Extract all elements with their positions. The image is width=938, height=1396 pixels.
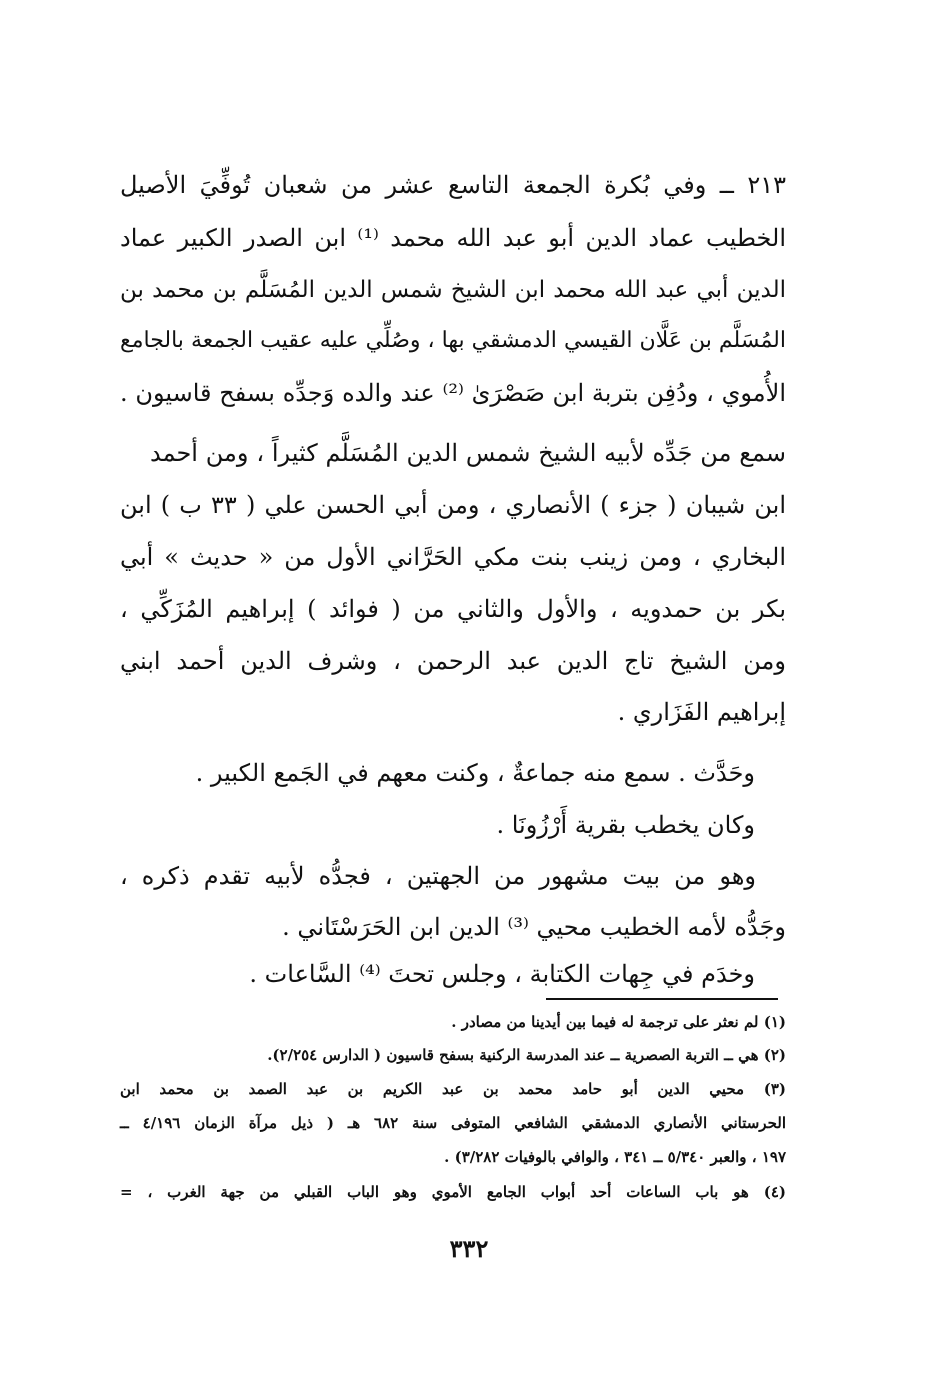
text-line: وكان يخطب بقرية أَرْزُونَا . — [496, 811, 755, 839]
text-line: سمع من جَدِّه لأبيه الشيخ شمس الدين المُسَلَّم كثيراً ، ومن أحمد — [150, 439, 786, 467]
footnote-1: (١) لم نعثر على ترجمة له فيما بين أيدينا من مصادر . — [451, 1013, 786, 1031]
text-line: ومن الشيخ تاج الدين عبد الرحمن ، وشرف الدين أحمد ابني — [120, 647, 786, 675]
footnote-3: (٣) محيي الدين أبو حامد محمد بن عبد الكريم بن عبد الصمد بن محمد ابن — [120, 1080, 786, 1098]
text-line: المُسَلَّم بن عَلَّان القيسي الدمشقي بها ، وصُلِّي عليه عقيب الجمعة بالجامع — [120, 328, 786, 353]
footnote-3-continued: الحرستاني الأنصاري الدمشقي الشافعي المتوفى سنة ٦٨٢ هـ ( ذيل مرآة الزمان ٤/١٩٦ ــ — [120, 1114, 786, 1132]
footnote-separator — [546, 998, 778, 1000]
text-line: ابن شيبان ( جزء ) الأنصاري ، ومن أبي الحسن علي ( ٣٣ ب ) ابن — [120, 491, 786, 519]
text-line: الأُموي ، ودُفِن بتربة ابن صَصْرَىٰ ⁽²⁾ عند والده وَجدِّه بسفح قاسيون . — [120, 379, 786, 407]
text-line: وخدَم في جِهات الكتابة ، وجلس تحتَ ⁽⁴⁾ السَّاعات . — [249, 960, 755, 988]
page-number: ٣٣٢ — [449, 1234, 489, 1263]
text-line: بكر بن حمدويه ، والأول والثاني من ( فوائد ) إبراهيم المُزَكِّي ، — [120, 595, 786, 623]
footnote-2: (٢) هي ــ التربة الصصرية ــ عند المدرسة الركنية بسفح قاسيون ( الدارس ٢/٢٥٤). — [267, 1046, 786, 1064]
text-line: ٢١٣ ــ وفي بُكرة الجمعة التاسع عشر من شعبان تُوفِّيَ الأصيل — [120, 171, 786, 199]
text-line: البخاري ، ومن زينب بنت مكي الحَرَّاني الأول من « حديث » أبي — [120, 543, 786, 571]
text-line: إبراهيم الفَزَاري . — [617, 698, 786, 726]
text-line: الخطيب عماد الدين أبو عبد الله محمد ⁽¹⁾ ابن الصدر الكبير عماد — [120, 224, 786, 252]
text-line: وحَدَّث . سمع منه جماعةٌ ، وكنت معهم في الجَمع الكبير . — [195, 759, 755, 787]
text-line: وجَدُّه لأمه الخطيب محيي ⁽³⁾ الدين ابن الحَرَسْتَاني . — [282, 913, 786, 941]
footnote-3-continued: ١٩٧ ، والعبر ٥/٣٤٠ ــ ٣٤١ ، والوافي بالوفيات ٣/٢٨٢) . — [444, 1148, 786, 1166]
text-line: الدين أبي عبد الله محمد ابن الشيخ شمس الدين المُسَلَّم بن محمد بن — [120, 277, 786, 303]
text-line: وهو من بيت مشهور من الجهتين ، فجدُّه لأبيه تقدم ذكره ، — [120, 862, 756, 890]
footnote-4: (٤) هو باب الساعات أحد أبواب الجامع الأموي وهو الباب القبلي من جهة الغرب ، = — [120, 1183, 786, 1201]
